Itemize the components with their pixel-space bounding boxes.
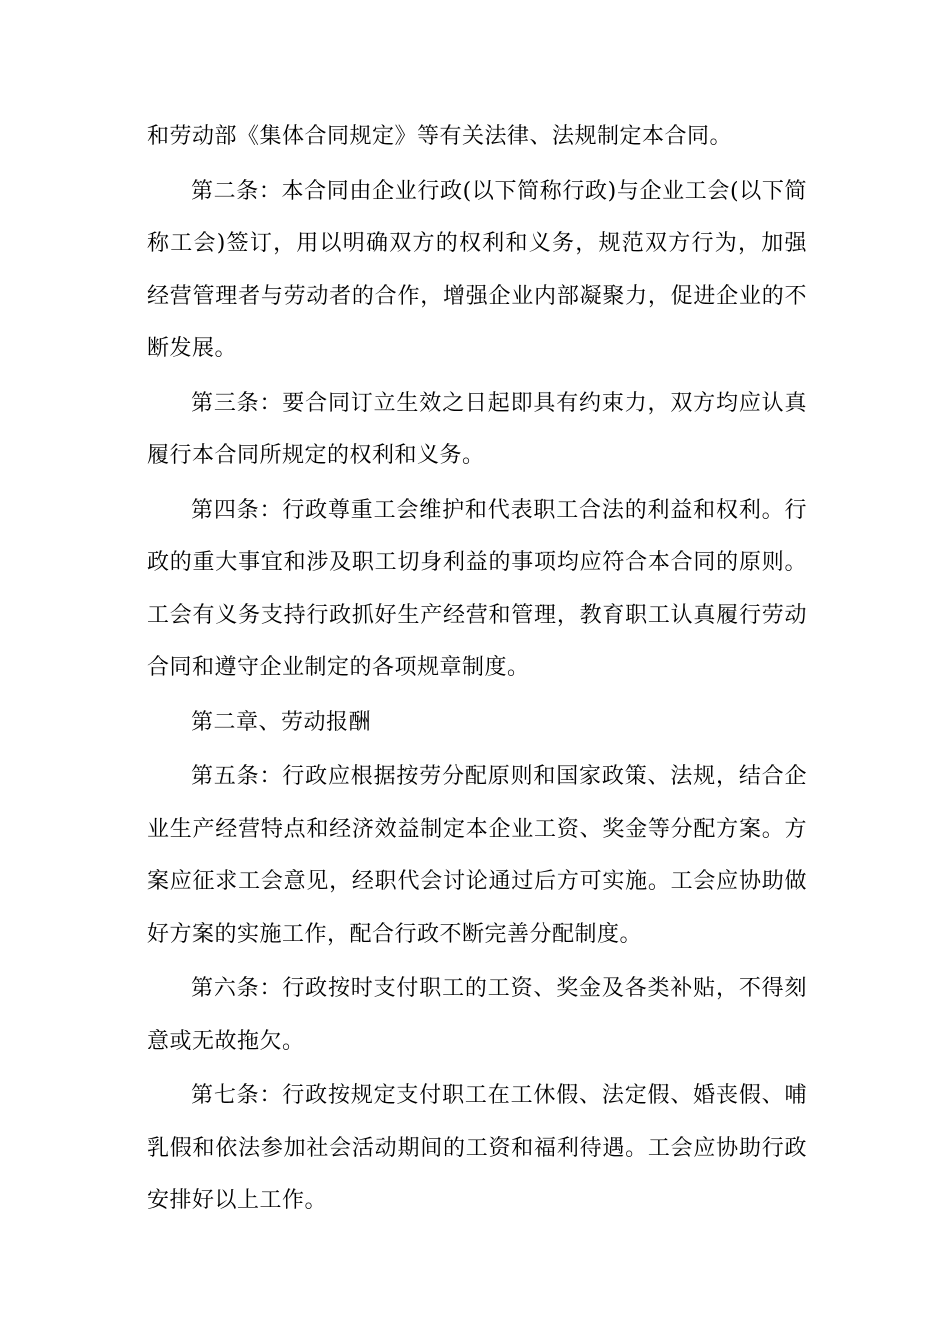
paragraph-article-5: 第五条：行政应根据按劳分配原则和国家政策、法规，结合企业生产经营特点和经济效益制定本企业工资、奖金等分配方案。方案应征求工会意见，经职代会讨论通过后方可实施。工会应协助做好方案的实施工作，配合行政不断完善分配制度。 [147, 764, 807, 947]
paragraph-article-7: 第七条：行政按规定支付职工在工休假、法定假、婚丧假、哺乳假和依法参加社会活动期间的工资和福利待遇。工会应协助行政安排好以上工作。 [147, 1083, 807, 1213]
paragraph-article-2: 第二条：本合同由企业行政(以下简称行政)与企业工会(以下简称工会)签订，用以明确双方的权利和义务，规范双方行为，加强经营管理者与劳动者的合作，增强企业内部凝聚力，促进企业的不断发展。 [147, 178, 807, 361]
paragraph-article-4: 第四条：行政尊重工会维护和代表职工合法的利益和权利。行政的重大事宜和涉及职工切身利益的事项均应符合本合同的原则。工会有义务支持行政抓好生产经营和管理，教育职工认真履行劳动合同和遵守企业制定的各项规章制度。 [147, 497, 807, 680]
document-body [147, 111, 807, 1228]
paragraph-article-6: 第六条：行政按时支付职工的工资、奖金及各类补贴，不得刻意或无故拖欠。 [147, 976, 807, 1054]
paragraph-intro-continuation: 和劳动部《集体合同规定》等有关法律、法规制定本合同。 [147, 124, 733, 149]
paragraph-article-3: 第三条：要合同订立生效之日起即具有约束力，双方均应认真履行本合同所规定的权利和义务。 [147, 390, 807, 468]
chapter-heading-2: 第二章、劳动报酬 [191, 709, 372, 735]
